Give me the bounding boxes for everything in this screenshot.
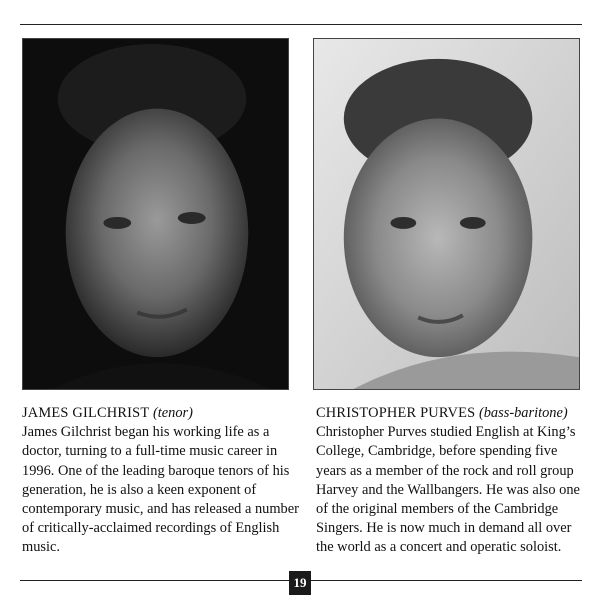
bio-text: Christopher Purves studied English at King’s College, Cambridge, before spending five years as a member of the rock and roll group Harvey and the Wallbangers. He was also one of the original members of the Cambridge Singers. He is now much in demand all over the world as a concert and operatic soloist. (316, 424, 580, 556)
singer-name: JAMES GILCHRIST (22, 405, 150, 421)
portrait-james-gilchrist (22, 38, 289, 390)
bio-christopher-purves (316, 404, 591, 558)
bio-james-gilchrist (22, 404, 306, 558)
singer-name: CHRISTOPHER PURVES (316, 405, 476, 421)
voice-type: (tenor) (152, 405, 193, 421)
portrait-christopher-purves (313, 38, 580, 390)
voice-type: (bass-baritone) (478, 405, 568, 421)
top-rule (20, 24, 582, 25)
bio-text: James Gilchrist began his working life as a doctor, turning to a full-time music career in 1996. One of the leading baroque tenors of his generation, he is also a keen exponent of contemporary music, and has released a number of critically-acclaimed recordings of English music. (22, 424, 299, 556)
page-number: 19 (289, 571, 311, 595)
